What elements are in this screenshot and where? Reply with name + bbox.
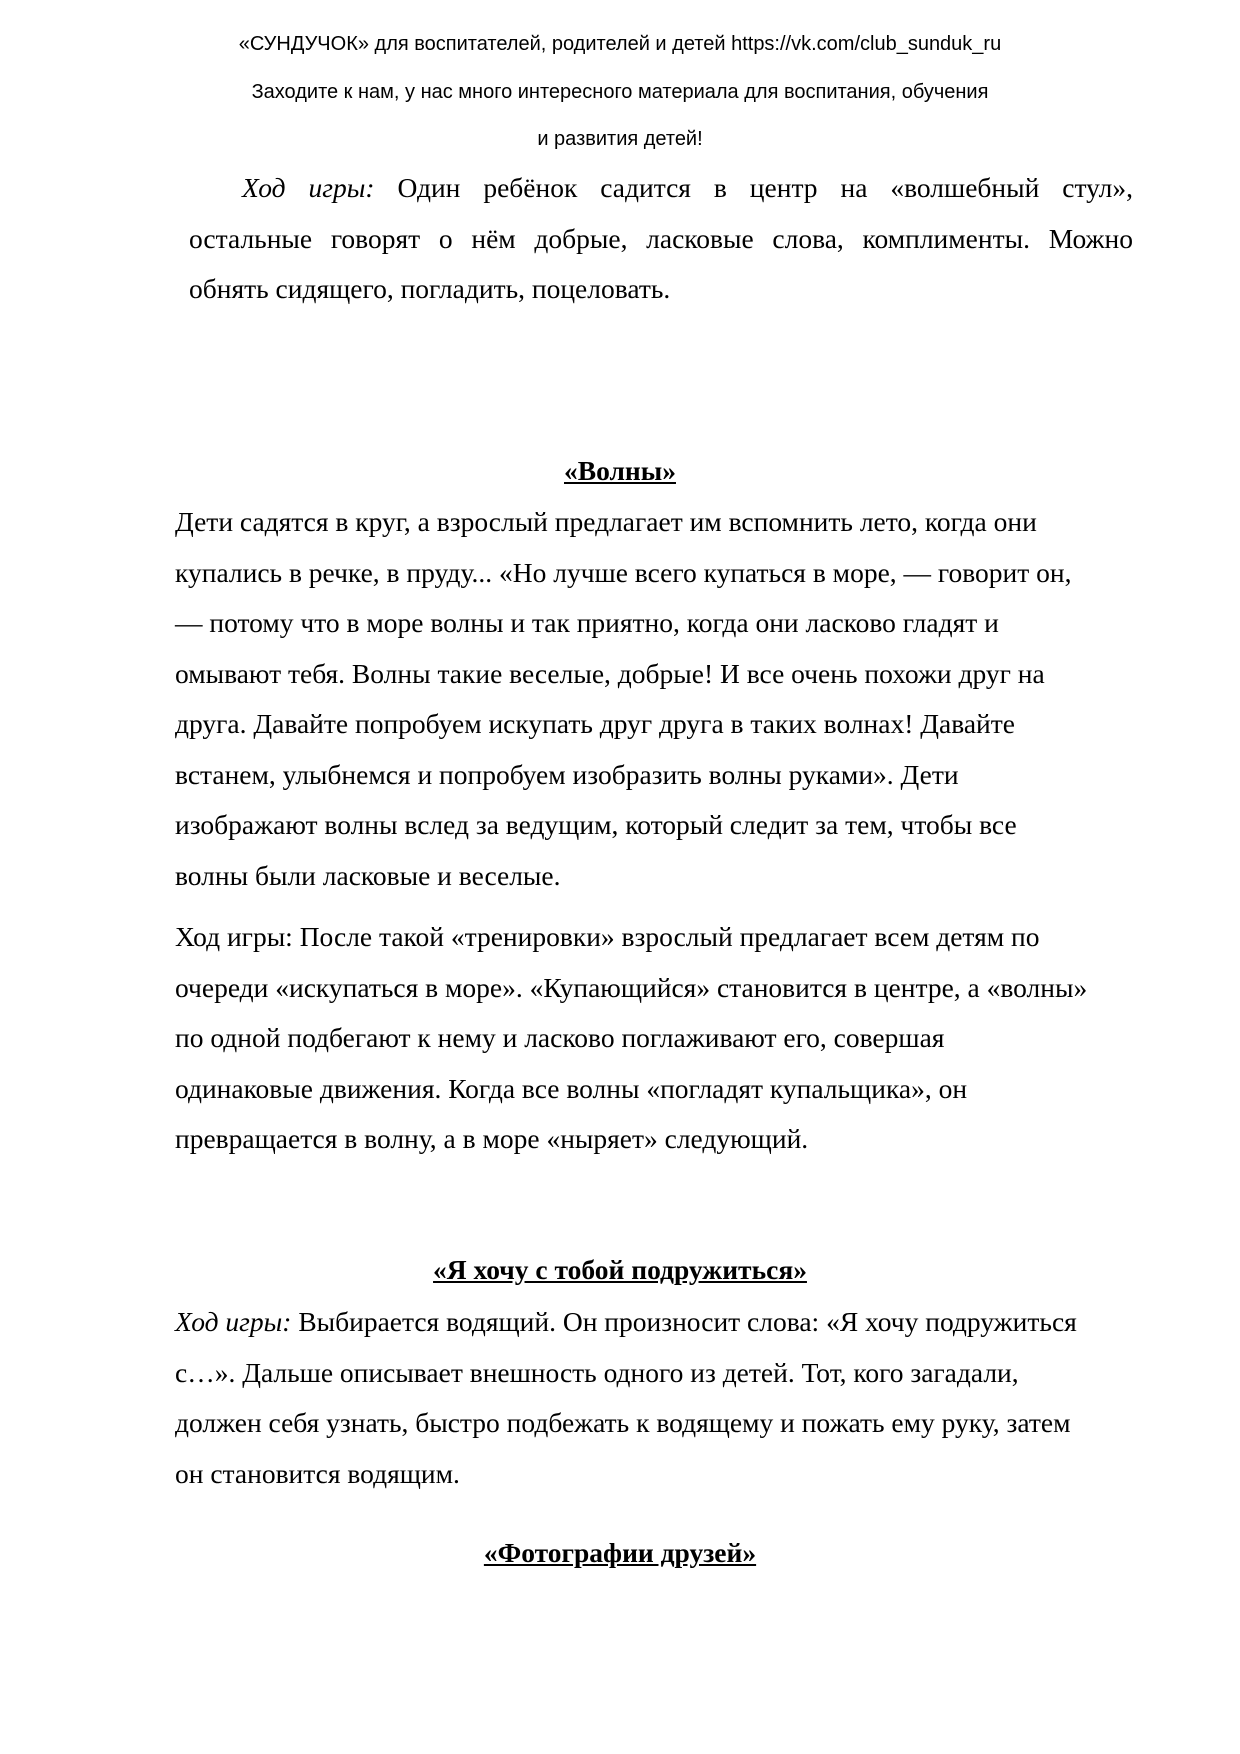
waves-intro-paragraph xyxy=(175,497,1140,901)
paragraph-line: омывают тебя. Волны такие веселые, добрые! И все очень похожи друг на xyxy=(175,657,1045,689)
paragraph-line: он становится водящим. xyxy=(175,1457,460,1489)
paragraph-line: должен себя узнать, быстро подбежать к водящему и пожать ему руку, затем xyxy=(175,1407,1071,1438)
section-title-friends: «Я хочу с тобой подружиться» xyxy=(433,1254,807,1285)
section-title-waves: «Волны» xyxy=(564,455,676,486)
paragraph-line: встанем, улыбнемся и попробуем изобразить волны руками». Дети xyxy=(175,758,959,790)
paragraph-line: волны были ласковые и веселые. xyxy=(175,859,561,891)
paragraph-line: Выбирается водящий. Он произносит слова: «Я хочу подружиться xyxy=(291,1306,1077,1337)
paragraph-line: купались в речке, в пруду... «Но лучше всего купаться в море, — говорит он, xyxy=(175,556,1072,588)
paragraph-line: остальные говорят о нём добрые, ласковые слова, комплименты. Можно xyxy=(189,222,1133,254)
paragraph-line: одинаковые движения. Когда все волны «погладят купальщика», он xyxy=(175,1072,968,1104)
magic-chair-paragraph xyxy=(189,163,1133,315)
game-rules-label: Ход игры: xyxy=(242,172,375,203)
paragraph-line: Ход игры: После такой «тренировки» взрослый предлагает всем детям по xyxy=(175,921,1040,952)
header-line-2: Заходите к нам, у нас много интересного материала для воспитания, обучения xyxy=(251,81,989,103)
header-line-3: и развития детей! xyxy=(537,128,703,150)
paragraph-line: Дети садятся в круг, а взрослый предлагает им вспомнить лето, когда они xyxy=(175,506,1037,537)
section-title-photos: «Фотографии друзей» xyxy=(483,1537,757,1568)
paragraph-line: очереди «искупаться в море». «Купающийся» становится в центре, а «волны» xyxy=(175,971,1088,1003)
waves-rules-paragraph xyxy=(175,912,1140,1165)
friends-paragraph xyxy=(175,1297,1140,1499)
header-line-1: «СУНДУЧОК» для воспитателей, родителей и детей https://vk.com/club_sunduk_ru xyxy=(238,33,1002,55)
paragraph-line: обнять сидящего, погладить, поцеловать. xyxy=(189,273,671,304)
paragraph-line: по одной подбегают к нему и ласково поглаживают его, совершая xyxy=(175,1022,945,1053)
paragraph-line: Один ребёнок садится в центр на «волшебный стул», xyxy=(374,172,1133,203)
game-rules-label: Ход игры: xyxy=(175,1306,292,1337)
paragraph-line: превращается в волну, а в море «ныряет» следующий. xyxy=(175,1123,809,1154)
paragraph-line: с…». Дальше описывает внешность одного из детей. Тот, кого загадали, xyxy=(175,1356,1019,1388)
paragraph-line: друга. Давайте попробуем искупать друг друга в таких волнах! Давайте xyxy=(175,708,1015,739)
paragraph-line: — потому что в море волны и так приятно, когда они ласково гладят и xyxy=(175,607,999,638)
paragraph-line: изображают волны вслед за ведущим, который следит за тем, чтобы все xyxy=(175,809,1017,840)
